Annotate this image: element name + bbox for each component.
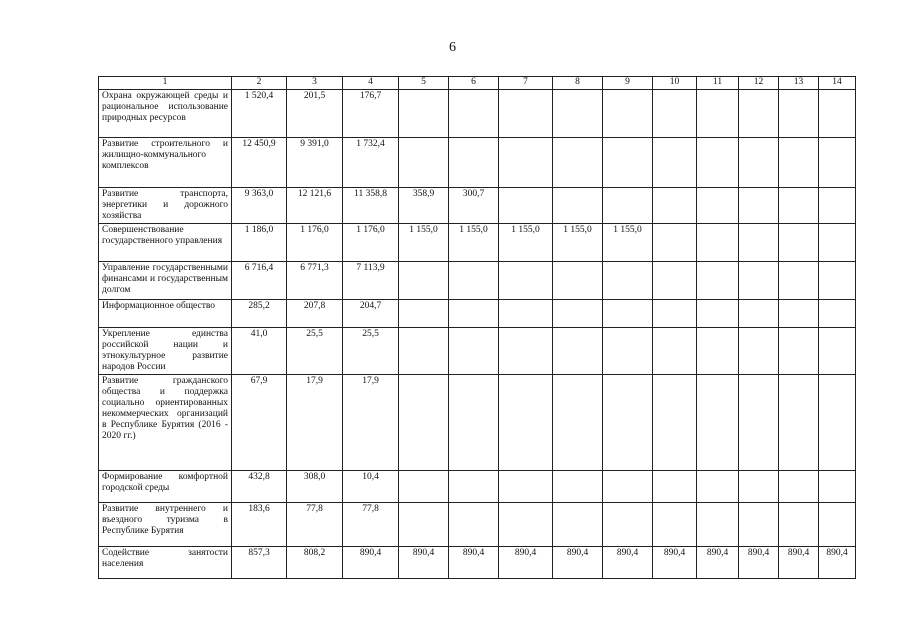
value-cell: [739, 471, 779, 503]
value-cell: 890,4: [553, 547, 603, 579]
value-cell: 890,4: [343, 547, 399, 579]
column-header: 4: [343, 77, 399, 90]
row-name: Совершенствование государственного управления: [99, 224, 232, 262]
value-cell: [653, 471, 697, 503]
value-cell: [653, 300, 697, 328]
value-cell: [399, 471, 449, 503]
value-cell: [779, 90, 819, 138]
value-cell: [399, 90, 449, 138]
value-cell: [499, 503, 553, 547]
value-cell: 857,3: [232, 547, 287, 579]
table-row: [99, 503, 856, 547]
value-cell: [779, 138, 819, 188]
value-cell: [449, 503, 499, 547]
value-cell: [449, 262, 499, 300]
value-cell: [779, 328, 819, 375]
value-cell: 890,4: [779, 547, 819, 579]
value-cell: [499, 262, 553, 300]
column-header: 12: [739, 77, 779, 90]
value-cell: 11 358,8: [343, 188, 399, 224]
value-cell: 1 155,0: [449, 224, 499, 262]
value-cell: [553, 375, 603, 471]
value-cell: 1 520,4: [232, 90, 287, 138]
row-name: Развитие строительного и жилищно-коммунального комплексов: [99, 138, 232, 188]
row-name: Информационное общество: [99, 300, 232, 328]
value-cell: 10,4: [343, 471, 399, 503]
value-cell: [553, 138, 603, 188]
value-cell: 17,9: [343, 375, 399, 471]
value-cell: [449, 375, 499, 471]
table-row: [99, 262, 856, 300]
value-cell: 25,5: [287, 328, 343, 375]
column-header: 7: [499, 77, 553, 90]
value-cell: [603, 188, 653, 224]
value-cell: 890,4: [449, 547, 499, 579]
value-cell: [819, 90, 856, 138]
column-header: 13: [779, 77, 819, 90]
column-header: 9: [603, 77, 653, 90]
table-row: [99, 328, 856, 375]
value-cell: [603, 262, 653, 300]
value-cell: [499, 328, 553, 375]
value-cell: [739, 300, 779, 328]
value-cell: [499, 90, 553, 138]
value-cell: [603, 375, 653, 471]
value-cell: [449, 300, 499, 328]
value-cell: 7 113,9: [343, 262, 399, 300]
value-cell: [553, 262, 603, 300]
column-header: 2: [232, 77, 287, 90]
value-cell: [553, 188, 603, 224]
value-cell: [499, 188, 553, 224]
value-cell: [399, 503, 449, 547]
value-cell: [653, 328, 697, 375]
table-row: [99, 90, 856, 138]
value-cell: [697, 375, 739, 471]
row-name: Развитие транспорта, энергетики и дорожного хозяйства: [99, 188, 232, 224]
value-cell: [653, 188, 697, 224]
value-cell: 1 155,0: [553, 224, 603, 262]
value-cell: 432,8: [232, 471, 287, 503]
value-cell: [603, 300, 653, 328]
value-cell: 808,2: [287, 547, 343, 579]
value-cell: [499, 300, 553, 328]
table-row: [99, 547, 856, 579]
value-cell: [553, 328, 603, 375]
row-name: Укрепление единства российской нации и этнокультурное развитие народов России: [99, 328, 232, 375]
value-cell: [739, 138, 779, 188]
value-cell: 1 186,0: [232, 224, 287, 262]
value-cell: [653, 375, 697, 471]
value-cell: [603, 503, 653, 547]
value-cell: [819, 471, 856, 503]
value-cell: 201,5: [287, 90, 343, 138]
column-header: 8: [553, 77, 603, 90]
value-cell: [819, 328, 856, 375]
value-cell: 77,8: [343, 503, 399, 547]
column-header: 10: [653, 77, 697, 90]
value-cell: [399, 300, 449, 328]
value-cell: [653, 224, 697, 262]
value-cell: [779, 375, 819, 471]
value-cell: [499, 375, 553, 471]
value-cell: [697, 262, 739, 300]
value-cell: [449, 90, 499, 138]
value-cell: [779, 300, 819, 328]
value-cell: 890,4: [499, 547, 553, 579]
value-cell: 358,9: [399, 188, 449, 224]
value-cell: [819, 188, 856, 224]
column-header: 3: [287, 77, 343, 90]
value-cell: 890,4: [399, 547, 449, 579]
value-cell: 890,4: [653, 547, 697, 579]
column-header: 11: [697, 77, 739, 90]
value-cell: [739, 224, 779, 262]
value-cell: 77,8: [287, 503, 343, 547]
value-cell: 176,7: [343, 90, 399, 138]
value-cell: [739, 503, 779, 547]
value-cell: [819, 503, 856, 547]
row-name: Развитие гражданского общества и поддержка социально ориентированных некоммерческих организаций в Республике Бурятия (2016 - 2020 гг.): [99, 375, 232, 471]
value-cell: [779, 262, 819, 300]
value-cell: [739, 328, 779, 375]
value-cell: 285,2: [232, 300, 287, 328]
value-cell: 308,0: [287, 471, 343, 503]
value-cell: 41,0: [232, 328, 287, 375]
column-header: 5: [399, 77, 449, 90]
column-header: 6: [449, 77, 499, 90]
table-header-row: [99, 77, 856, 90]
value-cell: 890,4: [819, 547, 856, 579]
column-header: 1: [99, 77, 232, 90]
value-cell: [697, 471, 739, 503]
budget-table: [98, 76, 856, 579]
value-cell: [779, 471, 819, 503]
value-cell: [499, 471, 553, 503]
value-cell: [399, 328, 449, 375]
value-cell: [779, 224, 819, 262]
value-cell: [779, 503, 819, 547]
value-cell: [603, 471, 653, 503]
value-cell: 1 732,4: [343, 138, 399, 188]
row-name: Развитие внутреннего и въездного туризма в Республике Бурятия: [99, 503, 232, 547]
value-cell: 17,9: [287, 375, 343, 471]
value-cell: 6 716,4: [232, 262, 287, 300]
value-cell: [553, 90, 603, 138]
value-cell: 890,4: [697, 547, 739, 579]
value-cell: [739, 375, 779, 471]
value-cell: 890,4: [603, 547, 653, 579]
value-cell: [653, 262, 697, 300]
table-row: [99, 300, 856, 328]
value-cell: [697, 503, 739, 547]
value-cell: 1 176,0: [343, 224, 399, 262]
value-cell: [553, 503, 603, 547]
value-cell: 207,8: [287, 300, 343, 328]
value-cell: [399, 375, 449, 471]
value-cell: [449, 138, 499, 188]
row-name: Формирование комфортной городской среды: [99, 471, 232, 503]
value-cell: [697, 90, 739, 138]
value-cell: [553, 300, 603, 328]
value-cell: [449, 328, 499, 375]
value-cell: 12 450,9: [232, 138, 287, 188]
value-cell: [697, 328, 739, 375]
value-cell: [399, 262, 449, 300]
value-cell: 6 771,3: [287, 262, 343, 300]
value-cell: 1 155,0: [499, 224, 553, 262]
value-cell: 9 391,0: [287, 138, 343, 188]
value-cell: [819, 262, 856, 300]
value-cell: [697, 300, 739, 328]
page-number: 6: [449, 40, 456, 55]
table-row: [99, 471, 856, 503]
table-row: [99, 375, 856, 471]
value-cell: [819, 375, 856, 471]
value-cell: [697, 188, 739, 224]
value-cell: [779, 188, 819, 224]
value-cell: [653, 138, 697, 188]
table-row: [99, 188, 856, 224]
value-cell: 1 155,0: [603, 224, 653, 262]
value-cell: 12 121,6: [287, 188, 343, 224]
row-name: Содействие занятости населения: [99, 547, 232, 579]
table-row: [99, 138, 856, 188]
value-cell: 183,6: [232, 503, 287, 547]
row-name: Охрана окружающей среды и рациональное использование природных ресурсов: [99, 90, 232, 138]
value-cell: [697, 224, 739, 262]
value-cell: [819, 138, 856, 188]
value-cell: [697, 138, 739, 188]
value-cell: [553, 471, 603, 503]
value-cell: 300,7: [449, 188, 499, 224]
value-cell: [739, 90, 779, 138]
value-cell: [653, 90, 697, 138]
value-cell: [819, 300, 856, 328]
value-cell: 67,9: [232, 375, 287, 471]
value-cell: 890,4: [739, 547, 779, 579]
value-cell: 25,5: [343, 328, 399, 375]
value-cell: [603, 138, 653, 188]
table-row: [99, 224, 856, 262]
value-cell: 1 176,0: [287, 224, 343, 262]
column-header: 14: [819, 77, 856, 90]
row-name: Управление государственными финансами и государственным долгом: [99, 262, 232, 300]
value-cell: 9 363,0: [232, 188, 287, 224]
value-cell: [739, 188, 779, 224]
value-cell: 204,7: [343, 300, 399, 328]
value-cell: [603, 328, 653, 375]
value-cell: [819, 224, 856, 262]
value-cell: [739, 262, 779, 300]
value-cell: 1 155,0: [399, 224, 449, 262]
value-cell: [653, 503, 697, 547]
value-cell: [449, 471, 499, 503]
value-cell: [399, 138, 449, 188]
value-cell: [603, 90, 653, 138]
value-cell: [499, 138, 553, 188]
